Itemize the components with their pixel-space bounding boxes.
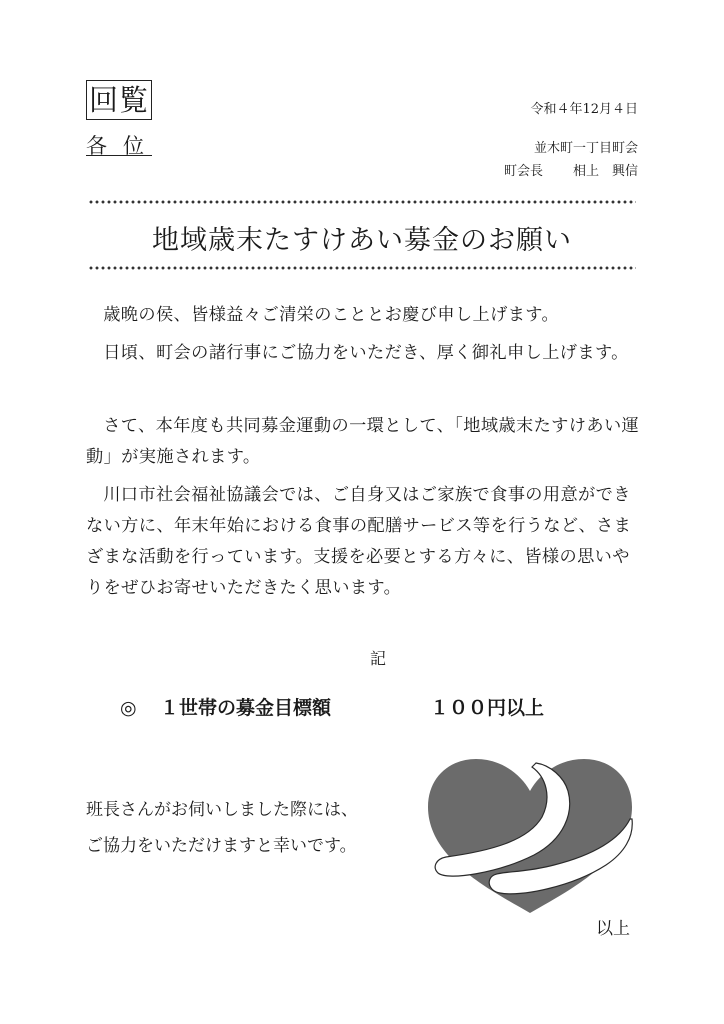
issue-date: 令和４年12月４日 [530,102,638,117]
paragraph-campaign: さて、本年度も共同募金運動の一環として、「地域歳末たすけあい運動」が実施されます。 [86,416,640,467]
paragraph-council: 川口市社会福祉協議会では、ご自身又はご家族で食事の用意ができない方に、年末年始における食事の配膳サービス等を行うなど、さまざまな活動を行っています。支援を必要とする方々に、皆様の思いやりをぜひお寄せいただきたく思います。 [86,485,632,598]
closing-line-1: 班長さんがお伺いしました際には、 [86,800,358,820]
target-amount: １００円以上 [430,697,545,719]
ki-heading: 記 [369,649,386,668]
closing-line-2: ご協力をいただけますと幸いです。 [86,836,357,856]
dotted-divider-top [88,200,636,204]
paragraph-thanks: 日頃、町会の諸行事にご協力をいただき、厚く御礼申し上げます。 [103,343,629,363]
kairan-stamp: 回覧 [86,80,152,120]
document-title: 地域歳末たすけあい募金のお願い [152,225,572,256]
closing-request [86,792,358,864]
chair-name: 相上 興信 [572,164,638,179]
dotted-divider-bottom [88,266,636,270]
donation-target [120,693,640,720]
double-circle-icon: ◎ [120,697,137,719]
end-mark: 以上 [596,919,630,939]
target-label: １世帯の募金目標額 [160,697,332,719]
chairperson [430,160,638,179]
recipients-underline [86,155,152,156]
heart-hug-icon [424,755,636,915]
chair-title: 町会長 [503,164,543,179]
recipients: 各位 [86,134,160,158]
organization-name: 並木町一丁目町会 [533,141,638,156]
paragraph-greeting: 歳晩の侯、皆様益々ご清栄のこととお慶び申し上げます。 [103,305,560,325]
